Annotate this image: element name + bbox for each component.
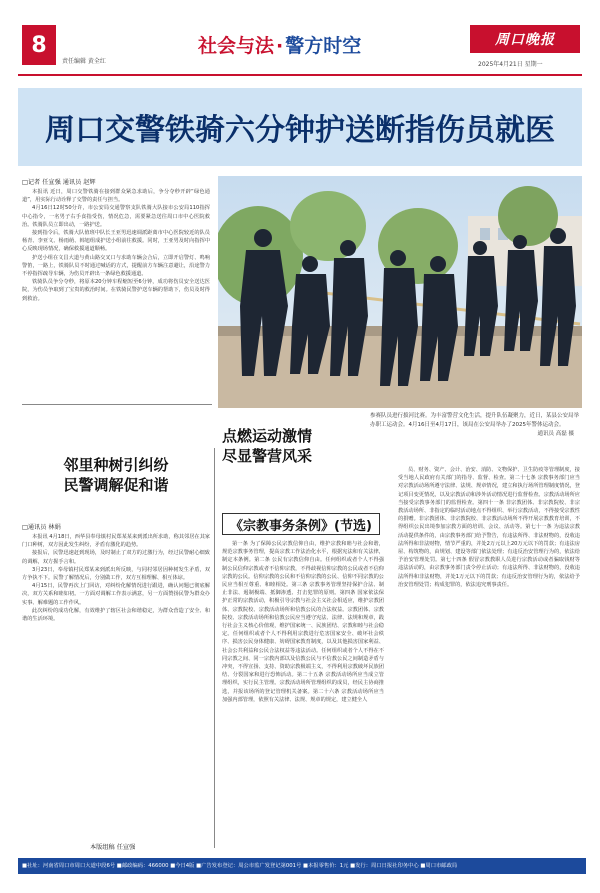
paragraph: 3月23日，奉母镇村民郑某来到派出所反映，与同村邻居因种树发生矛盾，双方争执不下。民警了解情况后，分别做工作，双方互相理解、相互体谅。 bbox=[22, 566, 210, 582]
divider bbox=[22, 404, 212, 405]
page-number: 8 bbox=[22, 25, 56, 65]
paragraph: 此次纠纷的成功化解，有效维护了辖区社会和谐稳定，为群众营造了安全、和谐的生活环境。 bbox=[22, 607, 210, 623]
tug-of-war-photo bbox=[218, 176, 582, 408]
article2-headline-line1: 邻里种树引纠纷 bbox=[63, 456, 169, 474]
photo-subheadline-line1: 点燃运动激情 bbox=[222, 427, 313, 445]
photo-caption bbox=[370, 412, 582, 439]
issue-date: 2025年4月21日 星期一 bbox=[478, 61, 543, 68]
paragraph: 护送小组在文昌大道与黄山路交叉口与求助车辆会合后，立即开启警灯、鸣响警笛，一路上，铁骑队员不时通过喊话的方式，提醒前方车辆注意避让，沿途警力不停指挥疏导车辆，为伤员开辟出一条绿色救援通道。 bbox=[22, 254, 210, 278]
section-name-red: 社会与法 bbox=[198, 35, 275, 57]
paragraph: 接到指令后，铁骑大队值班中队长王亚男迅速调派距离市中心医院较近的队员杨青、李亚文、杨雨萌、韩旭组成护送小组前往救援。同时，王亚男及时向指挥中心反映现场情况，确保救援通道顺畅。 bbox=[22, 230, 210, 253]
article2-editor-credit: 本版组稿 任宣强 bbox=[90, 844, 136, 851]
article2-byline: □通讯员 林娟 bbox=[22, 524, 61, 531]
photo-illustration bbox=[218, 176, 582, 408]
newspaper-masthead: 周口晚报 bbox=[470, 25, 580, 53]
section-name-blue: 警方时空 bbox=[285, 35, 362, 57]
main-headline: 周口交警铁骑六分钟护送断指伤员就医 bbox=[45, 113, 555, 148]
paragraph: 4月15日，民警再次上门回访，对纠纷化解情况进行跟进，确认问题已彻底解决，双方关系和睦如初。一方面对调解工作表示满意，另一方面赞扬民警为群众办实事、解难题的工作作风。 bbox=[22, 583, 210, 606]
paragraph: 4月16日12时50分许，市公安局交通警察支队铁骑大队接市公安局110指挥中心指令，一名男子右手食指受伤，情况危急，需要紧急送往周口市中心医院救治。铁骑队员立即出动，一路护送。 bbox=[22, 205, 210, 228]
article1-body bbox=[22, 188, 210, 394]
photo-subheadline-line2: 尽显警营风采 bbox=[222, 447, 313, 465]
headline-banner bbox=[18, 88, 582, 166]
article2-headline bbox=[22, 455, 210, 495]
article2-headline-line2: 民警调解促和谐 bbox=[63, 476, 169, 494]
paragraph: 接报后，民警迅速赶到现场，及时制止了双方的过激行为，经过民警耐心细致的调解，双方握手言和。 bbox=[22, 550, 210, 565]
photo-caption-credit: 通讯员 高磊 摄 bbox=[537, 431, 574, 437]
regulation-title: 《宗教事务条例》(节选) bbox=[222, 513, 380, 535]
article2-body bbox=[22, 533, 210, 833]
footer-bar: ■社址：河南省周口市周口大道中段6号 ■邮政编码：466000 ■今日4版 ■广告发布登记：周公市监广发登记第001号 ■本报零售价：1元 ■发行：周口日报社印务中心 ■周口市邮政局 bbox=[18, 858, 586, 874]
column-divider bbox=[214, 448, 215, 848]
regulation-col2: 员、财务、资产、会计、治安、消防、文物保护、卫生防疫等管理制度，接受当地人民政府有关部门的指导、监督、检查。第二十七条 宗教事务部门应当对宗教活动场所遵守法律、法规、规章情况，建立和执行场所管理制度情况，登记项目变更情况，以及宗教活动和涉外活动情况进行监督检查。宗教活动场所应当接受宗教事务部门的监督检查。第四十一条 非宗教团体、非宗教院校、非宗教活动场所、非指定的临时活动地点不得组织、举行宗教活动，不得接受宗教性的捐赠。非宗教团体、非宗教院校、非宗教活动场所不得开展宗教教育培训，不得组织公民出境参加宗教方面的培训、会议、活动等。第七十一条 为违法宗教活动提供条件的，由宗教事务部门给予警告，有违法所得、非法财物的，没收违法所得和非法财物，情节严重的，并处2万元以上20万元以下的罚款；有违法房屋、构筑物的，由规划、建设等部门依法处理；有违反治安管理行为的，依法给予治安管理处罚。第七十四条 假冒宗教教职人员进行宗教活动或者骗取钱财等违法活动的，由宗教事务部门责令停止活动；有违法所得、非法财物的，没收违法所得和非法财物，并处1万元以下的罚款；有违反治安管理行为的，依法给予治安管理处罚；构成犯罪的，依法追究刑事责任。 bbox=[398, 467, 580, 588]
paragraph: 本报讯 4月18日，西华县奉母镇村民郑某某来到派出所求助，称其邻居在其家门口种树，双方因此发生纠纷，矛盾有激化的趋势。 bbox=[22, 534, 210, 549]
article1-byline: □记者 任宣强 通讯员 赵辉 bbox=[22, 179, 96, 186]
section-title bbox=[198, 31, 361, 58]
photo-caption-text: 参赛队员进行拔河比赛。为丰富警营文化生活，提升队伍凝聚力，近日，某县公安局举办职工运动会。4月16日至4月17日，该局在公安局举办了2025年警体运动会。 bbox=[370, 413, 580, 428]
section-separator: · bbox=[276, 35, 284, 57]
paragraph: 铁骑队员争分夺秒，将原本20分钟车程缩短至6分钟，成功将伤员安全送达医院，为伤员争取到了宝贵的救治时间。在铁骑民警护送车辆的帮助下，伤员及时得到救治。 bbox=[22, 279, 210, 302]
header-rule bbox=[18, 74, 582, 76]
photo-subheadline bbox=[222, 426, 342, 466]
editor-credit: 责任编辑 黄全红 bbox=[62, 58, 106, 65]
paragraph: 本报讯 近日，周口交警铁骑在接到群众紧急求助后，争分夺秒开辟“绿色通道”，用实际行动诠释了交警的责任与担当。 bbox=[22, 189, 210, 204]
regulation-col1: 第一条 为了保障公民宗教信仰自由，维护宗教和睦与社会和谐，规范宗教事务管理，提高宗教工作法治化水平，根据宪法和有关法律，制定本条例。第二条 公民有宗教信仰自由。任何组织或者个人不得强制公民信仰宗教或者不信仰宗教，不得歧视信仰宗教的公民或者不信仰宗教的公民。信仰宗教的公民和不信仰宗教的公民、信仰不同宗教的公民应当相互尊重、和睦相处。第三条 宗教事务管理坚持保护合法、制止非法、遏制极端、抵御渗透、打击犯罪的原则。第四条 国家依法保护正常的宗教活动，积极引导宗教与社会主义社会相适应，维护宗教团体、宗教院校、宗教活动场所和信教公民的合法权益。宗教团体、宗教院校、宗教活动场所和信教公民应当遵守宪法、法律、法规和规章，践行社会主义核心价值观，维护国家统一、民族团结、宗教和睦与社会稳定。任何组织或者个人不得利用宗教进行危害国家安全、破坏社会秩序、损害公民身体健康、妨碍国家教育制度，以及其他损害国家利益、社会公共利益和公民合法权益等违法活动。任何组织或者个人不得在不同宗教之间、同一宗教内部以及信教公民与不信教公民之间制造矛盾与冲突，不得宣扬、支持、资助宗教极端主义，不得利用宗教破坏民族团结、分裂国家和进行恐怖活动。第二十五条 宗教活动场所应当成立管理组织，实行民主管理。宗教活动场所管理组织的成员，经民主协商推选，并报该场所的登记管理机关备案。第二十六条 宗教活动场所应当加强内部管理，依照有关法律、法规、规章的规定，建立健全人 bbox=[222, 541, 384, 703]
